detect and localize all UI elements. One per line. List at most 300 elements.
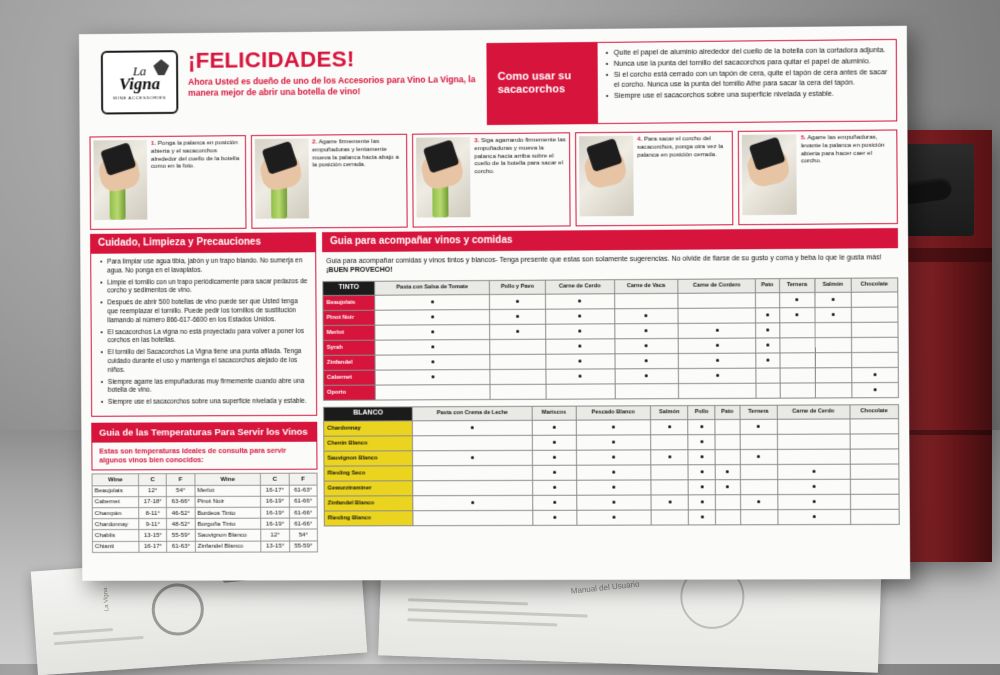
- pairing-dot-icon: [832, 313, 835, 316]
- pairing-cell: [850, 448, 899, 463]
- pairing-intro: [322, 248, 898, 279]
- pairing-cell: [576, 480, 651, 495]
- pairing-cell: [651, 419, 689, 434]
- grape-leaf-icon: [153, 59, 169, 75]
- red-wine-pairing-table: [322, 278, 899, 401]
- ghost-text: Manual del Usuario: [570, 579, 640, 596]
- cell: 16-19°: [261, 496, 289, 507]
- pairing-cell: [740, 479, 778, 494]
- pairing-cell: [851, 292, 898, 307]
- pairing-dot-icon: [645, 344, 648, 347]
- pairing-dot-icon: [701, 485, 704, 488]
- row-label: Gewurztraminer: [324, 480, 413, 495]
- cell: 9-11°: [139, 519, 167, 530]
- ghost-text: La Vigna: [102, 587, 111, 612]
- pairing-cell: [413, 420, 532, 436]
- pairing-cell: [546, 339, 615, 354]
- step-photo: [254, 139, 308, 219]
- cell: 55-59°: [167, 530, 195, 541]
- pairing-dot-icon: [873, 373, 876, 376]
- list-item: • Quite el papel de aluminio alrededor del cuello de la botella con la cortadora adjunta.: [614, 45, 888, 57]
- pairing-cell: [532, 420, 576, 435]
- paper-line: [408, 598, 528, 605]
- step-text: [637, 135, 730, 222]
- cell: 54°: [167, 485, 195, 496]
- pairing-dot-icon: [715, 329, 718, 332]
- pairing-dot-icon: [766, 328, 769, 331]
- step-2: [250, 134, 407, 229]
- step-5: [738, 129, 898, 225]
- pairing-cell: [756, 338, 780, 353]
- pairing-cell: [546, 324, 615, 339]
- row-label: Sauvignon Blanco: [324, 450, 413, 465]
- pairing-cell: [678, 383, 756, 398]
- pairing-cell: [815, 307, 851, 322]
- col-header: Salmón: [815, 279, 851, 293]
- cell: 16-19°: [261, 518, 289, 529]
- pairing-dot-icon: [757, 500, 760, 503]
- cell: 61-63°: [289, 485, 317, 496]
- white-table-body: [324, 418, 900, 525]
- pairing-cell: [615, 354, 679, 369]
- paper-line: [53, 628, 113, 635]
- pairing-cell: [715, 449, 740, 464]
- row-label: Zinfandel Blanco: [324, 495, 413, 510]
- table-row: [92, 541, 317, 553]
- pairing-dot-icon: [668, 455, 671, 458]
- pairing-dot-icon: [796, 298, 799, 301]
- pairing-cell: [850, 494, 899, 509]
- pairing-dot-icon: [700, 455, 703, 458]
- cell: 54°: [289, 529, 317, 540]
- pairing-cell: [413, 465, 532, 480]
- pairing-dot-icon: [431, 315, 434, 318]
- pairing-cell: [375, 370, 490, 386]
- table-row: [324, 494, 899, 511]
- pairing-cell: [375, 355, 490, 371]
- row-label: Pinot Noir: [323, 310, 375, 325]
- pairing-cell: [851, 337, 898, 352]
- step-photo: [93, 140, 147, 220]
- pairing-dot-icon: [668, 425, 671, 428]
- cell: 17-18°: [139, 496, 167, 507]
- pairing-dot-icon: [612, 440, 615, 443]
- pairing-dot-icon: [516, 300, 519, 303]
- step-photo: [416, 137, 470, 217]
- cell: 61-66°: [289, 518, 317, 529]
- cell: Beaujolais: [92, 485, 139, 496]
- pairing-cell: [490, 384, 546, 399]
- pairing-cell: [532, 435, 576, 450]
- pairing-dot-icon: [553, 440, 556, 443]
- col-header: Ternera: [779, 279, 815, 293]
- pairing-cell: [678, 353, 756, 368]
- step-body: Agarre las empuñaduras, levante la palanca en posición abierta para hacer caer el corcho.: [800, 133, 885, 165]
- list-item: • El tornillo del Sacacorchos La Vigna tiene una punta afilada. Tenga cuidado durante el uso y mantenga el sacacorchos alejado de los niños.: [108, 348, 309, 375]
- pairing-dot-icon: [579, 375, 582, 378]
- pairing-dot-icon: [668, 500, 671, 503]
- pairing-dot-icon: [812, 469, 815, 472]
- list-item: • Siempre use el sacacorchos sobre una superficie nivelada y estable.: [614, 88, 888, 100]
- pairing-dot-icon: [579, 360, 582, 363]
- care-list: [98, 257, 309, 407]
- pairing-cell: [778, 494, 851, 509]
- col-header: Pato: [715, 405, 740, 419]
- cell: 13-15°: [261, 541, 289, 552]
- cell: 63-66°: [167, 496, 195, 507]
- pairing-dot-icon: [553, 515, 556, 518]
- pairing-dot-icon: [578, 314, 581, 317]
- step-1: [89, 135, 246, 230]
- pairing-dot-icon: [431, 375, 434, 378]
- pairing-cell: [756, 293, 780, 308]
- pairing-cell: [815, 353, 851, 368]
- pairing-cell: [688, 479, 715, 494]
- pairing-dot-icon: [873, 388, 876, 391]
- pairing-dot-icon: [757, 424, 760, 427]
- pairing-cell: [716, 509, 741, 524]
- step-number: 2.: [312, 138, 318, 146]
- pairing-cell: [777, 479, 850, 494]
- table-row: [92, 496, 317, 508]
- pairing-cell: [815, 292, 851, 307]
- pairing-cell: [576, 449, 651, 464]
- pairing-dot-icon: [431, 360, 434, 363]
- pairing-dot-icon: [578, 329, 581, 332]
- col-wine-2: Wine: [195, 473, 261, 485]
- pairing-cell: [678, 308, 756, 324]
- pairing-dot-icon: [812, 500, 815, 503]
- col-header: Chocolate: [850, 405, 899, 419]
- pairing-dot-icon: [612, 485, 615, 488]
- pairing-cell: [779, 323, 815, 338]
- red-header-cell: TINTO: [323, 282, 375, 296]
- pairing-dot-icon: [701, 515, 704, 518]
- col-header: Carne de Vaca: [614, 280, 678, 294]
- step-body: Agarre firmemente las empuñaduras y lentamente mueva la palanca hacia abajo a la posición cerrada.: [312, 137, 399, 169]
- pairing-cell: [715, 479, 740, 494]
- pairing-dot-icon: [579, 345, 582, 348]
- pairing-cell: [777, 449, 850, 464]
- row-label: Zinfandel: [323, 355, 375, 370]
- left-column: [90, 232, 318, 552]
- pairing-cell: [851, 322, 898, 337]
- pairing-cell: [614, 323, 678, 338]
- row-label: Beaujolais: [323, 295, 375, 310]
- pairing-dot-icon: [578, 299, 581, 302]
- pairing-cell: [678, 338, 756, 353]
- cell: Sauvignon Blanco: [195, 530, 261, 541]
- step-text: [151, 139, 242, 225]
- col-header: Ternera: [740, 405, 778, 419]
- pairing-cell: [678, 323, 756, 338]
- cell: 16-17°: [139, 541, 167, 552]
- step-number: 4.: [637, 135, 643, 143]
- pairing-cell: [777, 464, 850, 479]
- cell: 16-17°: [261, 485, 289, 496]
- brand-logo: [101, 50, 179, 114]
- cell: 16-19°: [261, 507, 289, 518]
- pairing-cell: [678, 368, 756, 383]
- row-label: Cabernet: [323, 370, 375, 385]
- step-number: 1.: [150, 139, 156, 147]
- pairing-cell: [651, 449, 689, 464]
- cell: 61-63°: [167, 541, 195, 552]
- usage-panel: [486, 39, 897, 125]
- pairing-cell: [740, 419, 778, 434]
- col-header: Mariscos: [532, 406, 576, 420]
- table-row: [92, 507, 317, 519]
- cell: Chianti: [92, 541, 139, 552]
- pairing-section-title: Guia para acompañar vinos y comidas: [322, 228, 898, 252]
- pairing-dot-icon: [553, 470, 556, 473]
- pairing-cell: [615, 369, 679, 384]
- pairing-dot-icon: [645, 329, 648, 332]
- pairing-cell: [490, 309, 546, 324]
- col-header: Pato: [756, 279, 780, 293]
- pairing-dot-icon: [726, 470, 729, 473]
- temperature-section-subtitle: Estas son temperaturas ideales de consulta para servir algunos vinos bien conocidos:: [91, 442, 317, 471]
- pairing-cell: [815, 368, 851, 383]
- pairing-cell: [532, 465, 576, 480]
- step-photo: [742, 134, 797, 215]
- pairing-dot-icon: [726, 485, 729, 488]
- row-label: Chardonnay: [324, 420, 413, 435]
- cell: 48-52°: [167, 519, 195, 530]
- col-f-1: F: [167, 473, 195, 485]
- pairing-cell: [850, 509, 899, 524]
- pairing-cell: [740, 509, 778, 524]
- pairing-cell: [850, 418, 899, 433]
- pairing-cell: [651, 434, 689, 449]
- pairing-dot-icon: [812, 484, 815, 487]
- cell: Merlot: [195, 485, 261, 496]
- pairing-dot-icon: [553, 425, 556, 428]
- pairing-cell: [615, 384, 679, 399]
- pairing-dot-icon: [431, 345, 434, 348]
- pairing-dot-icon: [645, 374, 648, 377]
- pairing-cell: [546, 369, 615, 384]
- pairing-cell: [780, 383, 816, 398]
- pairing-dot-icon: [700, 440, 703, 443]
- pairing-cell: [740, 449, 778, 464]
- pairing-cell: [756, 383, 780, 398]
- instruction-card: [79, 26, 910, 581]
- pairing-cell: [779, 338, 815, 353]
- pairing-cell: [815, 322, 851, 337]
- pairing-cell: [851, 367, 898, 382]
- col-header: Carne de Cerdo: [545, 280, 614, 294]
- steps-row: [89, 129, 897, 229]
- pairing-cell: [532, 480, 576, 495]
- pairing-dot-icon: [553, 500, 556, 503]
- pairing-cell: [851, 307, 898, 322]
- pairing-dot-icon: [645, 359, 648, 362]
- cell: 61-66°: [289, 496, 317, 507]
- row-label: Syrah: [323, 340, 375, 355]
- pairing-cell: [678, 293, 756, 309]
- care-section-title: Cuidado, Limpieza y Precauciones: [90, 232, 316, 254]
- cell: 13-15°: [139, 530, 167, 541]
- list-item: • El sacacorchos La vigna no está proyectado para volver a poner los corchos en las botellas.: [107, 328, 308, 346]
- cell: Burdeos Tinto: [195, 507, 261, 518]
- pairing-dot-icon: [645, 314, 648, 317]
- list-item: • Siempre use el sacacorchos sobre una superficie nivelada y estable.: [108, 398, 309, 407]
- pairing-dot-icon: [812, 515, 815, 518]
- pairing-cell: [413, 495, 532, 510]
- pairing-cell: [532, 450, 576, 465]
- cell: Chardonnay: [92, 519, 139, 530]
- pairing-cell: [576, 465, 651, 480]
- pairing-cell: [490, 339, 546, 354]
- pairing-cell: [850, 479, 899, 494]
- cell: Zinfandel Blanco: [195, 541, 261, 552]
- step-text: [474, 136, 566, 223]
- pairing-dot-icon: [431, 330, 434, 333]
- paper-line: [54, 636, 144, 645]
- col-header: Pescado Blanco: [576, 406, 651, 420]
- pairing-cell: [715, 419, 740, 434]
- pairing-cell: [756, 353, 780, 368]
- col-header: Salmón: [650, 406, 688, 420]
- care-section-body: [90, 252, 317, 417]
- pairing-cell: [689, 509, 716, 524]
- pairing-dot-icon: [766, 313, 769, 316]
- pairing-cell: [413, 510, 532, 525]
- pairing-cell: [688, 434, 715, 449]
- table-row: [92, 485, 317, 497]
- col-header: Carne de Cordero: [678, 279, 756, 293]
- pairing-dot-icon: [766, 343, 769, 346]
- list-item: • Siempre agarre las empuñaduras muy firmemente cuando abre una botella de vino.: [108, 378, 309, 396]
- temperature-table: [92, 472, 318, 552]
- pairing-dot-icon: [471, 501, 474, 504]
- pairing-cell: [614, 308, 678, 323]
- pairing-cell: [651, 494, 689, 509]
- table-row: [92, 518, 317, 530]
- pairing-dot-icon: [796, 313, 799, 316]
- pairing-cell: [716, 494, 741, 509]
- step-body: Ponga la palanca en posición abierta y el sacacorchos alrededor del cuello de la botella como en la foto.: [150, 139, 240, 171]
- logo-line-1: La: [132, 62, 147, 78]
- row-label: Chenin Blanco: [324, 435, 413, 450]
- cell: 46-52°: [167, 507, 195, 518]
- pairing-cell: [490, 369, 546, 384]
- col-f-2: F: [289, 473, 317, 485]
- list-item: • Para limpiar use agua tibia, jabón y un trapo blando. No sumerja en agua. No ponga en el lavaplatos.: [107, 257, 308, 275]
- cell: Champán: [92, 508, 139, 519]
- pairing-cell: [777, 434, 850, 449]
- pairing-dot-icon: [612, 515, 615, 518]
- table-header-row: [92, 473, 317, 486]
- pairing-cell: [614, 338, 678, 353]
- pairing-cell: [651, 509, 689, 524]
- pairing-cell: [545, 294, 614, 309]
- right-column: [322, 228, 900, 552]
- pairing-cell: [756, 323, 780, 338]
- pairing-dot-icon: [716, 374, 719, 377]
- list-item: • Limpie el tornillo con un trapo periódicamente para sacar pedazos de corcho y sedimentos de vino.: [107, 278, 308, 296]
- white-wine-pairing-table: [323, 404, 900, 526]
- step-number: 3.: [474, 137, 480, 145]
- step-3: [412, 132, 570, 227]
- page-title: ¡FELICIDADES!: [187, 46, 355, 73]
- pairing-dot-icon: [831, 298, 834, 301]
- paper-line: [408, 608, 588, 617]
- table-row: [324, 509, 899, 526]
- pairing-dot-icon: [553, 455, 556, 458]
- pairing-cell: [614, 293, 678, 308]
- cell: 55-59°: [289, 541, 317, 552]
- pairing-cell: [576, 434, 651, 449]
- page-subtitle: Ahora Usted es dueño de uno de los Accesorios para Vino La Vigna, la manera mejor de abrir una botella de vino!: [188, 74, 476, 99]
- pairing-cell: [778, 509, 851, 524]
- col-header: Chocolate: [851, 278, 898, 292]
- pairing-cell: [815, 337, 851, 352]
- cell: 12°: [139, 485, 167, 496]
- pairing-cell: [688, 464, 715, 479]
- pairing-cell: [852, 383, 899, 398]
- pairing-dot-icon: [612, 470, 615, 473]
- pairing-dot-icon: [716, 344, 719, 347]
- pairing-cell: [413, 450, 532, 465]
- pairing-cell: [577, 510, 652, 525]
- cell: 61-66°: [289, 507, 317, 518]
- pairing-cell: [756, 308, 780, 323]
- pairing-cell: [850, 464, 899, 479]
- pairing-cell: [375, 340, 490, 356]
- pairing-dot-icon: [516, 330, 519, 333]
- usage-panel-label: Como usar su sacacorchos: [487, 43, 598, 124]
- row-label: Riesling Blanco: [324, 510, 413, 525]
- usage-bullet-list: [598, 40, 897, 123]
- cell: Pinot Noir: [195, 496, 261, 507]
- col-c-1: C: [139, 473, 167, 485]
- logo-line-2: Vigna: [118, 73, 161, 93]
- pairing-cell: [688, 449, 715, 464]
- col-header: Carne de Cerdo: [777, 405, 850, 419]
- pairing-cell: [715, 464, 740, 479]
- cell: 8-11°: [139, 508, 167, 519]
- pairing-cell: [779, 353, 815, 368]
- pairing-dot-icon: [701, 500, 704, 503]
- col-header: Pasta con Salsa de Tomate: [375, 281, 490, 295]
- pairing-cell: [546, 384, 615, 399]
- white-header-cell: BLANCO: [324, 407, 413, 421]
- pairing-cell: [576, 495, 651, 510]
- row-label: Riesling Seco: [324, 465, 413, 480]
- col-header: Pollo y Pavo: [490, 281, 546, 295]
- pairing-cell: [740, 494, 778, 509]
- pairing-dot-icon: [471, 426, 474, 429]
- card-header: [89, 35, 897, 135]
- pairing-cell: [740, 464, 778, 479]
- pairing-dot-icon: [757, 455, 760, 458]
- logo-line-3: WINE ACCESSORIES: [113, 94, 167, 100]
- row-label: Oporto: [323, 385, 375, 400]
- step-text: [801, 134, 894, 221]
- pairing-cell: [545, 309, 614, 324]
- pairing-cell: [490, 354, 546, 369]
- pairing-dot-icon: [700, 470, 703, 473]
- cell: Cabernet: [92, 496, 139, 507]
- pairing-dot-icon: [471, 456, 474, 459]
- pairing-dot-icon: [553, 485, 556, 488]
- pairing-cell: [851, 352, 898, 367]
- step-photo: [579, 136, 634, 217]
- step-number: 5.: [800, 134, 806, 142]
- pairing-dot-icon: [700, 425, 703, 428]
